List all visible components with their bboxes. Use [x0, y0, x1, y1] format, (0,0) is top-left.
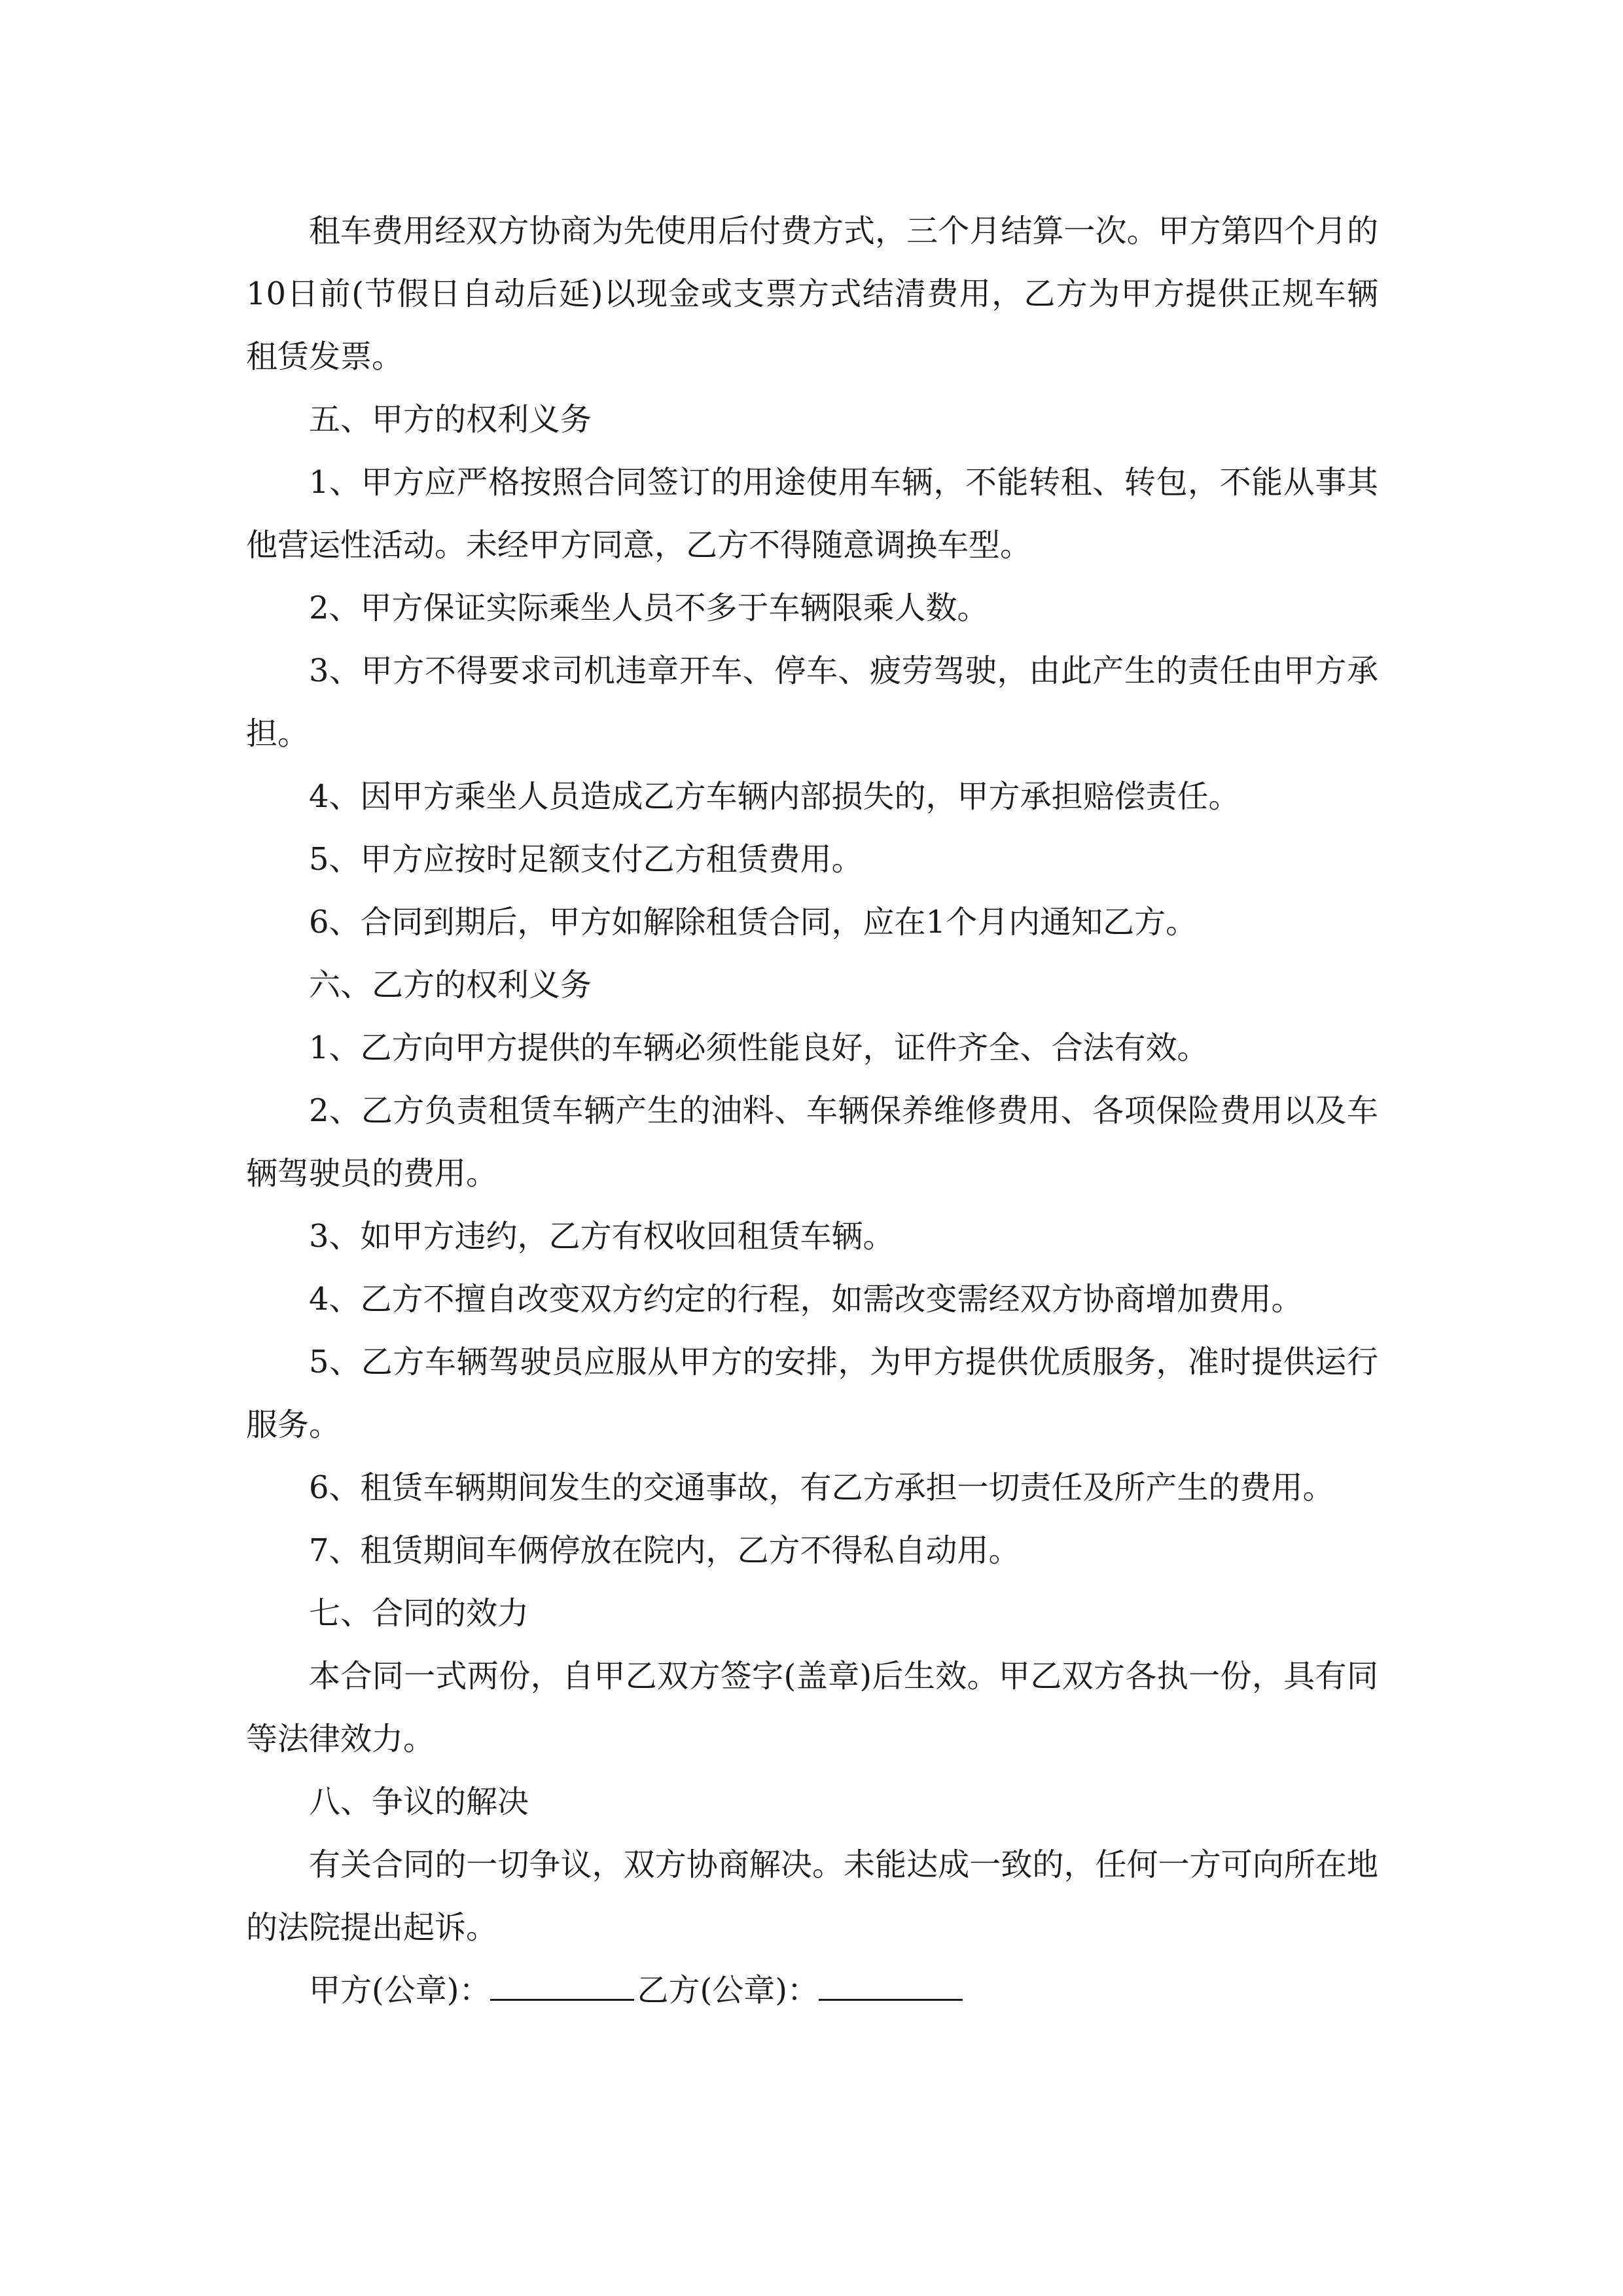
clause-b-4: 4、乙方不擅自改变双方约定的行程，如需改变需经双方协商增加费用。: [309, 1281, 1303, 1318]
clause-a-6: 6、合同到期后，甲方如解除租赁合同，应在1个月内通知乙方。: [309, 904, 1198, 941]
clause-b-6: 6、租赁车辆期间发生的交通事故，有乙方承担一切责任及所产生的费用。: [309, 1469, 1334, 1506]
section-heading-validity: 七、合同的效力: [309, 1595, 529, 1632]
party-a-signature-blank: [490, 1965, 634, 2001]
clause-b-7: 7、租赁期间车俩停放在院内，乙方不得私自动用。: [309, 1532, 1020, 1569]
clause-a-2: 2、甲方保证实际乘坐人员不多于车辆限乘人数。: [309, 590, 989, 626]
clause-b-3: 3、如甲方违约，乙方有权收回租赁车辆。: [309, 1218, 895, 1255]
clause-a-5: 5、甲方应按时足额支付乙方租赁费用。: [309, 841, 863, 878]
document-body: [246, 200, 1378, 2022]
clause-a-4: 4、因甲方乘坐人员造成乙方车辆内部损失的，甲方承担赔偿责任。: [309, 778, 1240, 815]
signature-line: [246, 1959, 1378, 2022]
section-heading-party-b-rights: 六、乙方的权利义务: [309, 967, 592, 1003]
party-b-seal-label: 乙方(公章)：: [637, 1972, 819, 2009]
clause-a-1: 1、甲方应严格按照合同签订的用途使用车辆，不能转租、转包，不能从事其他营运性活动。未经甲方同意，乙方不得随意调换车型。: [246, 464, 1378, 564]
fee-settlement-paragraph: 租车费用经双方协商为先使用后付费方式，三个月结算一次。甲方第四个月的10日前(节假日自动后延)以现金或支票方式结清费用，乙方为甲方提供正规车辆租赁发票。: [246, 213, 1378, 375]
section-heading-party-a-rights: 五、甲方的权利义务: [309, 401, 592, 438]
section-heading-dispute: 八、争议的解决: [309, 1784, 529, 1820]
clause-b-5: 5、乙方车辆驾驶员应服从甲方的安排，为甲方提供优质服务，准时提供运行服务。: [246, 1344, 1378, 1443]
clause-b-2: 2、乙方负责租赁车辆产生的油料、车辆保养维修费用、各项保险费用以及车辆驾驶员的费用。: [246, 1092, 1378, 1192]
validity-paragraph: 本合同一式两份，自甲乙双方签字(盖章)后生效。甲乙双方各执一份，具有同等法律效力。: [246, 1658, 1378, 1757]
dispute-paragraph: 有关合同的一切争议，双方协商解决。未能达成一致的，任何一方可向所在地的法院提出起诉。: [246, 1846, 1378, 1946]
clause-a-3: 3、甲方不得要求司机违章开车、停车、疲劳驾驶，由此产生的责任由甲方承担。: [246, 653, 1378, 752]
clause-b-1: 1、乙方向甲方提供的车辆必须性能良好，证件齐全、合法有效。: [309, 1030, 1209, 1066]
party-b-signature-blank: [819, 1965, 963, 2001]
party-a-seal-label: 甲方(公章)：: [309, 1972, 491, 2009]
